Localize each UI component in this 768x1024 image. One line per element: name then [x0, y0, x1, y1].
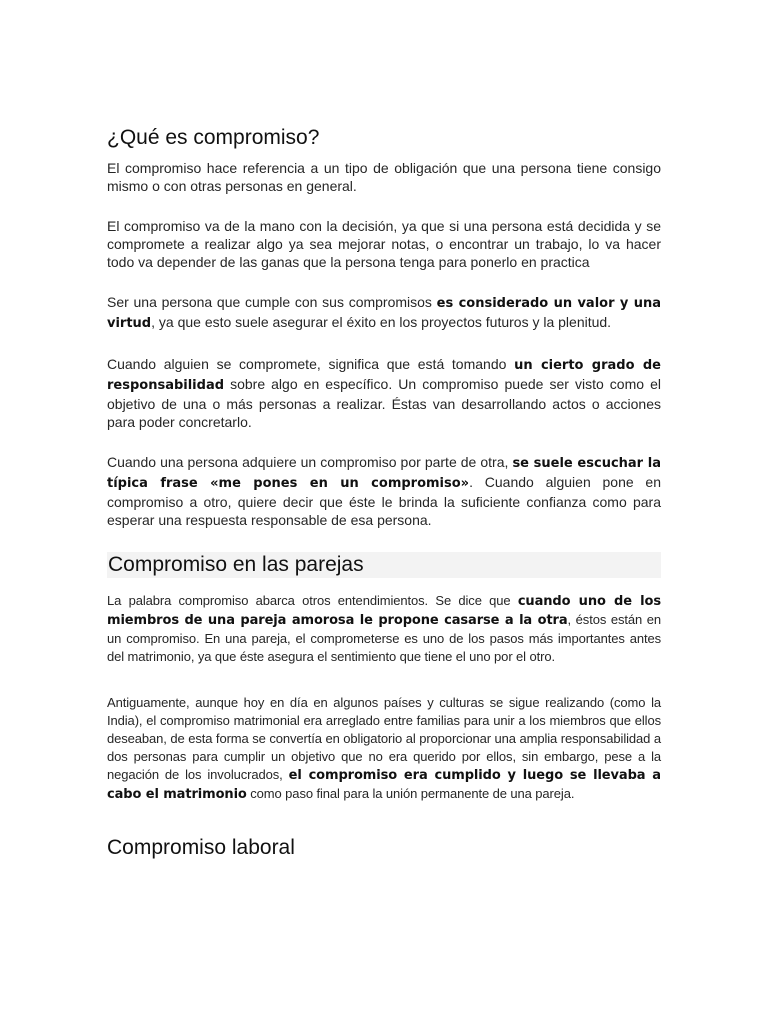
paragraph-valor-text-a: Ser una persona que cumple con sus compromisos [107, 294, 437, 310]
paragraph-valor [107, 293, 661, 333]
paragraph-frase-bold: se suele escuchar la típica frase «me pones en un compromiso» [107, 456, 661, 491]
paragraph-frase [107, 453, 661, 529]
document-page [107, 124, 661, 861]
paragraph-decision: El compromiso va de la mano con la decisión, ya que si una persona está decidida y se compromete a realizar algo ya sea mejorar notas, o encontrar un trabajo, lo va hacer todo va depender de las ganas que la persona tenga para ponerlo en practica [107, 218, 661, 270]
paragraph-parejas-text-c: , éstos están en un compromiso. En una pareja, el comprometerse es uno de los pasos más importantes antes del matrimonio, ya que éste asegura el sentimiento que tiene el uno por el otro. [107, 612, 661, 664]
paragraph-parejas-bold: cuando uno de los miembros de una pareja amorosa le propone casarse a la otra [107, 594, 661, 628]
paragraph-definicion: El compromiso hace referencia a un tipo de obligación que una persona tiene consigo mismo o con otras personas en general. [107, 160, 661, 194]
heading-compromiso-parejas: Compromiso en las parejas [107, 552, 661, 578]
paragraph-parejas-text-a: La palabra compromiso abarca otros entendimientos. Se dice que [107, 593, 518, 608]
paragraph-frase-text-c: . Cuando alguien pone en compromiso a otro, quiere decir que éste le brinda la suficiente confianza como para esperar una respuesta responsable de esa persona. [107, 474, 662, 528]
paragraph-responsabilidad-text-c: sobre algo en específico. Un compromiso puede ser visto como el objetivo de una o más personas a realizar. Éstas van desarrollando actos o acciones para poder concretarlo. [107, 376, 661, 430]
paragraph-parejas [107, 592, 661, 666]
heading-que-es-compromiso: ¿Qué es compromiso? [107, 126, 320, 149]
heading-compromiso-laboral: Compromiso laboral [107, 836, 295, 859]
paragraph-responsabilidad-bold: un cierto grado de responsabilidad [107, 358, 661, 393]
paragraph-responsabilidad-text-a: Cuando alguien se compromete, significa que está tomando [107, 356, 515, 372]
paragraph-valor-bold: es considerado un valor y una virtud [107, 296, 661, 331]
paragraph-antiguamente [107, 694, 661, 804]
paragraph-valor-text-c: , ya que esto suele asegurar el éxito en los proyectos futuros y la plenitud. [151, 314, 612, 330]
paragraph-frase-text-a: Cuando una persona adquiere un compromiso por parte de otra, [107, 454, 513, 470]
paragraph-antiguamente-text-c: como paso final para la unión permanente de una pareja. [246, 786, 575, 801]
paragraph-responsabilidad [107, 355, 661, 431]
paragraph-antiguamente-bold: el compromiso era cumplido y luego se llevaba a cabo el matrimonio [107, 768, 661, 802]
paragraph-antiguamente-text-a: Antiguamente, aunque hoy en día en algunos países y culturas se sigue realizando (como la India), el compromiso matrimonial era arreglado entre familias para unir a los miembros que ellos deseaban, de esta forma se convertía en obligatorio al proporcionar una amplia responsabilidad a dos personas para cumplir un objetivo que no era querido por ellos, sin embargo, pese a la negación de los involucrados, [107, 695, 661, 782]
